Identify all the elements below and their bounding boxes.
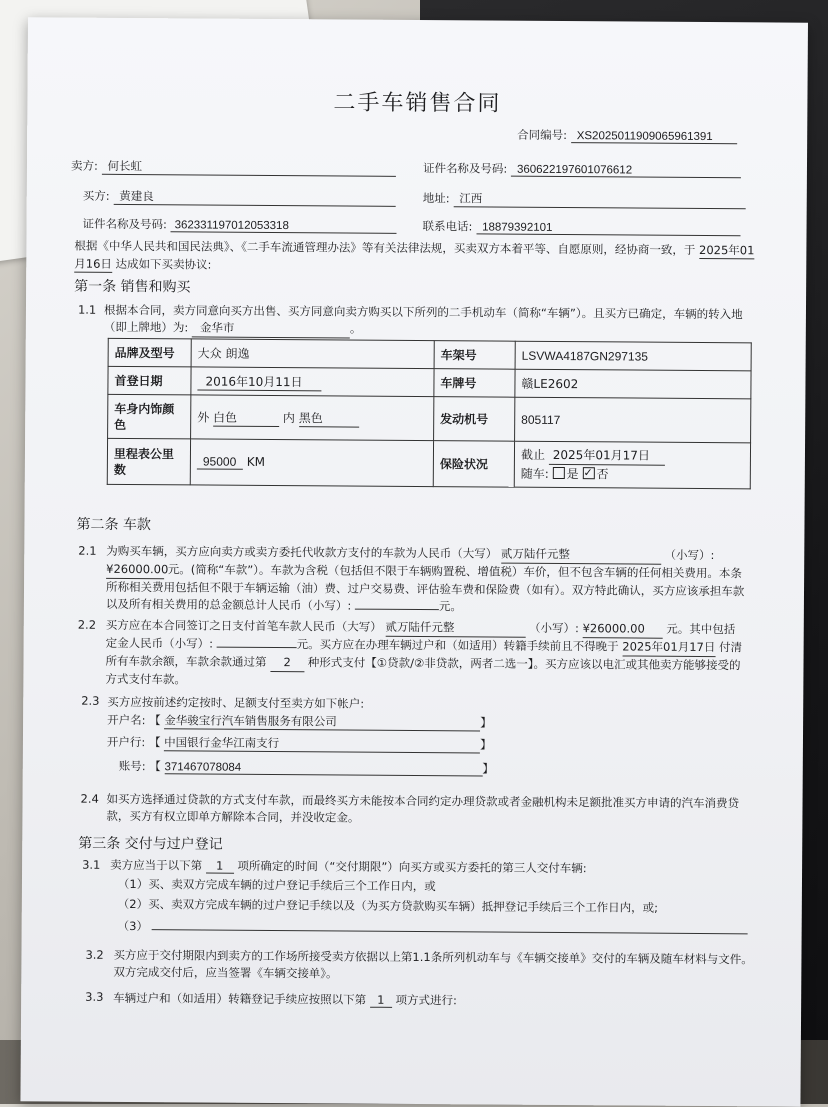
delivery-option-3-label: （3） [117, 918, 149, 934]
preamble-line-2 [74, 256, 211, 274]
seller-id: 360622197601076612 [511, 164, 741, 179]
first-payment-amount: ¥26000.00 [583, 620, 663, 639]
clause-2-1-text-b: 元。(简称“车款”）。车款为含税（包括但不限于车辆购置税、增值税）车价，但不包含车辆的任何相关费用。本条所称相关费用包括但不限于车辆运输（油）费、过户交易费、评估验车费和保险费（如有）。双方特此确认，买方应该承担车款以及所有相关费用的总金额总计人民币（小写）: [105, 562, 745, 613]
clause-1-1-text: 根据本合同，卖方同意向买方出售、买方同意向卖方购买以下所列的二手机动车（简称“车辆”）。且买方已确定，车辆的转入地（即上牌地）为: [103, 302, 743, 335]
buyer-label: 买方: [82, 188, 110, 203]
mileage-label: 里程表公里数 [107, 438, 190, 485]
phone-row [423, 218, 741, 236]
interior-label: 内 [282, 410, 295, 425]
delivery-option-1: （1）买、卖双方完成车辆的过户登记手续后三个工作日内，或 [117, 876, 436, 894]
yes-label: 是 [566, 467, 579, 482]
seller-id-row [423, 160, 741, 178]
bank-label: 开户行: [106, 734, 146, 750]
no-label: 否 [596, 467, 609, 482]
account-row [119, 758, 494, 777]
clause-2-1-small: （小写）: [664, 547, 715, 563]
first-payment-in-words: 贰万陆仟元整 [385, 619, 525, 638]
clause-3-3-number: 3.3 [85, 989, 104, 1004]
mileage-cell [190, 439, 433, 487]
buyer-phone: 18879392101 [476, 221, 740, 236]
mileage-unit: KM [246, 454, 266, 469]
engine-label: 发动机号 [434, 397, 515, 442]
transfer-choice: 1 [370, 993, 392, 1008]
clause-2-2-small: （小写）: [529, 620, 579, 636]
seller-row [71, 158, 396, 177]
clause-2-2-text-c: 元。买方应在办理车辆过户和（如适用）转籍手续前且不得晚于 [296, 637, 619, 654]
bank-row [107, 734, 492, 754]
color-cell [191, 395, 434, 441]
clause-2-3-number: 2.3 [81, 693, 100, 708]
buyer-row [83, 188, 396, 207]
table-row [108, 366, 751, 398]
clause-3-3 [113, 990, 457, 1008]
address-label: 地址: [422, 191, 450, 206]
delivery-option-2: （2）买、卖双方完成车辆的过户登记手续以及（为买方贷款购买车辆）抵押登记手续后三个工作日内，或; [117, 896, 659, 915]
bracket-close: 】 [482, 761, 495, 776]
checkbox-yes[interactable] [553, 467, 565, 479]
bank-name: 中国银行金华江南支行 [164, 734, 480, 753]
buyer-name: 黄建良 [113, 188, 395, 207]
delivery-option-3 [118, 918, 748, 938]
contract-number: XS2025011909065961391 [571, 130, 737, 144]
insurance-until: 2025年01月17日 [549, 446, 665, 466]
first-registration-label: 首登日期 [108, 366, 191, 395]
clause-3-1-number: 3.1 [82, 857, 101, 872]
buyer-id: 362331197012053318 [171, 219, 397, 234]
clause-3-1 [110, 857, 587, 876]
insurance-label: 保险状况 [433, 441, 514, 488]
agreement-date-b: 月16日 [74, 256, 112, 271]
seller-name: 何长虹 [101, 158, 395, 177]
vin-label: 车架号 [434, 341, 515, 370]
insurance-until-label: 截止 [520, 447, 546, 462]
first-registration-value: 2016年10月11日 [197, 372, 321, 391]
delivery-choice: 1 [206, 859, 234, 874]
exterior-label: 外 [197, 409, 210, 425]
account-number: 371467078084 [164, 761, 482, 776]
payee-row [107, 712, 492, 732]
clause-2-2-text-d: 付清所有车款余额，车款余款通过第 [105, 640, 743, 669]
seller-id-label: 证件名称及号码: [422, 161, 508, 176]
first-registration-cell [191, 367, 434, 397]
table-row [108, 394, 751, 442]
with-car-label: 随车: [520, 466, 549, 481]
plate-value: 赣LE2602 [515, 369, 751, 399]
clause-2-1-text-c: 元。 [438, 599, 462, 614]
bracket-close: 】 [480, 737, 492, 752]
brand-label: 品牌及型号 [108, 338, 191, 367]
checkbox-no[interactable] [583, 467, 595, 479]
clause-2-2-text-b: 元。其中包括定金人民币（小写）: [105, 621, 736, 651]
buyer-id-row [83, 216, 397, 234]
payment-method: 2 [270, 654, 304, 672]
table-row [107, 438, 750, 488]
vehicle-info-table [107, 338, 752, 489]
clause-3-1-text-b: 项所确定的时间（“交付期限”）向买方或买方委托的第三人交付车辆: [237, 858, 587, 876]
price-in-words: 贰万陆仟元整 [501, 546, 661, 565]
clause-3-3-text-a: 车辆过户和（如适用）转籍登记手续应按照以下第 [113, 990, 367, 1007]
total-amount-blank [355, 609, 439, 611]
phone-label: 联系电话: [422, 219, 473, 234]
insurance-cell [514, 441, 750, 489]
deposit-blank [217, 647, 297, 649]
clause-2-2 [105, 617, 745, 692]
clause-3-1-text-a: 卖方应当于以下第 [110, 857, 203, 873]
contract-number-row [517, 127, 737, 145]
clause-3-2-text: 买方应于交付期限内到卖方的工作场所接受卖方依据以上第1.1条所列机动车与《车辆交接单》交付的车辆及随车材料与文件。双方完成交付后，应当签署《车辆交接单》。 [113, 947, 753, 981]
section-1-title: 第一条 销售和购买 [74, 278, 191, 296]
mileage-value: 95000 [197, 454, 243, 469]
buyer-address: 江西 [453, 190, 745, 209]
payoff-date: 2025年01月17日 [622, 638, 715, 657]
clause-3-3-text-b: 项方式进行: [395, 992, 457, 1008]
seller-label: 卖方: [70, 158, 98, 173]
bracket-close: 】 [480, 715, 492, 730]
clause-2-1 [106, 543, 746, 617]
address-row [423, 190, 746, 209]
clause-2-2-number: 2.2 [77, 617, 97, 632]
section-3-title: 第三条 交付与过户登记 [78, 835, 223, 853]
clause-2-3-text: 买方应按前述约定按时、足额支付至卖方如下帐户: [107, 694, 365, 711]
document-title: 二手车销售合同 [333, 90, 502, 117]
clause-3-2-number: 3.2 [85, 947, 104, 962]
contract-document [20, 17, 808, 1106]
contract-number-label: 合同编号: [517, 127, 568, 143]
payee-label: 开户名: [107, 712, 146, 728]
clause-2-4-text: 如买方选择通过贷款的方式支付车款，而最终买方未能按本合同约定办理贷款或者金融机构未足额批准买方申请的汽车消费贷款，买方有权立即单方解除本合同，并没收定金。 [106, 791, 740, 825]
account-label: 账号: [118, 758, 146, 774]
engine-value: 805117 [515, 397, 751, 443]
payee-name: 金华骏宝行汽车销售服务有限公司 [164, 712, 480, 731]
clause-2-4-number: 2.4 [80, 791, 99, 806]
price-amount: ¥26000.00 [106, 561, 164, 579]
bracket-open: 【 [149, 713, 161, 728]
interior-color: 黑色 [299, 409, 359, 427]
exterior-color: 白色 [213, 408, 279, 426]
plate-label: 车牌号 [434, 369, 515, 398]
clause-2-2-text-a: 买方应在本合同签订之日支付首笔车款人民币（大写） [105, 617, 382, 634]
clause-1-1: 根据本合同，卖方同意向买方出售、买方同意向卖方购买以下所列的二手机动车（简称“车辆”）。且买方已确定，车辆的转入地（即上牌地）为: 金华市 。 [104, 302, 754, 342]
registration-city: 金华市 [192, 319, 350, 338]
insurance-until-row [521, 446, 744, 467]
clause-2-2-text-e: 种形式支付【①贷款/②非贷款，两者二选一】。买方应该以电汇或其他卖方能够接受的方式支付车款。 [105, 655, 741, 687]
preamble-text: 根据《中华人民共和国民法典》、《二手车流通管理办法》等有关法律法规，买卖双方本着平等、自愿原则，经协商一致，于 [74, 238, 696, 257]
buyer-id-label: 证件名称及号码: [82, 216, 167, 232]
with-car-row [521, 465, 744, 485]
vin-value: LSVWA4187GN297135 [515, 341, 751, 371]
color-label: 车身内饰颜色 [108, 394, 191, 439]
clause-2-1-number: 2.1 [78, 543, 97, 558]
bracket-open: 【 [149, 759, 161, 774]
brand-value: 大众 朗逸 [191, 339, 434, 369]
delivery-option-3-blank [152, 929, 748, 934]
bracket-open: 【 [148, 735, 161, 750]
clause-2-1-text-a: 为购买车辆，买方应向卖方或卖方委托代收款方支付的车款为人民币（大写） [106, 543, 498, 561]
preamble-end: 达成如下买卖协议: [115, 256, 212, 272]
section-2-title: 第二条 车款 [76, 516, 151, 534]
agreement-date-a: 2025年01 [699, 242, 755, 258]
table-row [108, 338, 751, 370]
clause-1-1-number: 1.1 [77, 302, 97, 317]
